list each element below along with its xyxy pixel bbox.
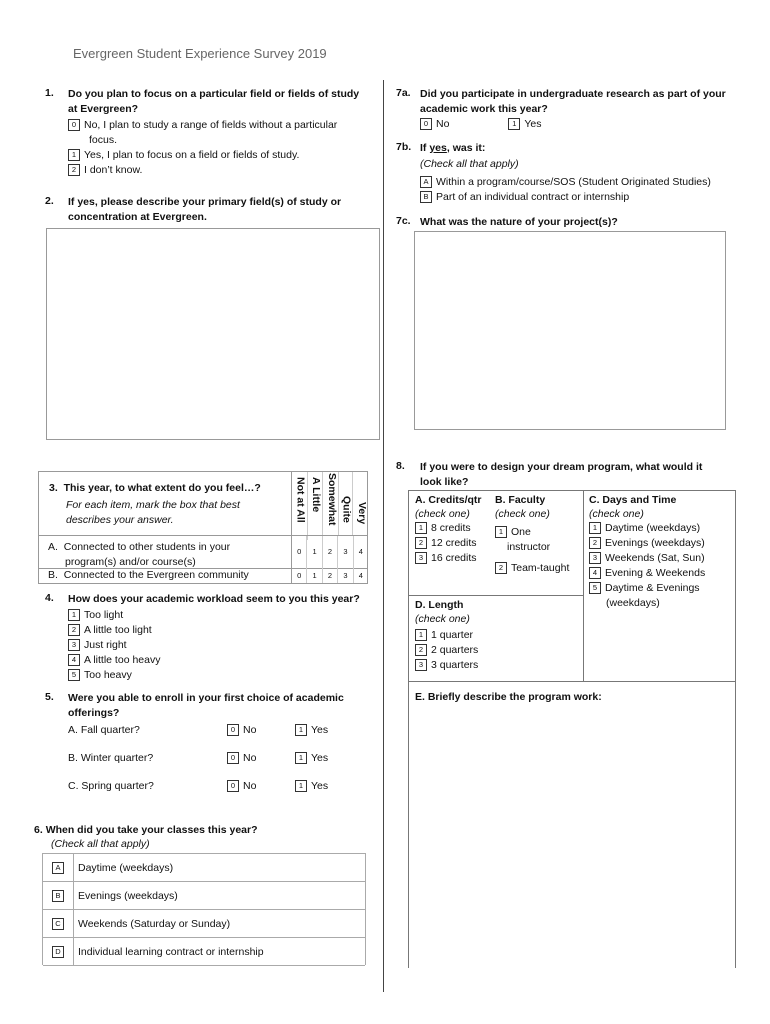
choice-box[interactable]: 1 xyxy=(307,568,322,583)
q8-design-grid xyxy=(408,490,736,970)
q6-question xyxy=(34,823,258,838)
yes-label: Yes xyxy=(524,118,542,130)
checkbox[interactable]: 1 xyxy=(415,629,427,641)
choice-box[interactable]: 3 xyxy=(338,536,353,568)
q5-question xyxy=(68,691,344,721)
q3-row-b xyxy=(39,568,367,583)
option-label: Evenings (weekdays) xyxy=(605,537,705,549)
q5-row-label: C. Spring quarter? xyxy=(68,780,154,792)
q7b-question xyxy=(420,141,485,156)
q7b-option[interactable] xyxy=(420,175,711,190)
q5-row-label: B. Winter quarter? xyxy=(68,752,154,764)
option[interactable] xyxy=(589,536,705,551)
option-label: Team-taught xyxy=(511,562,570,574)
yes-label: Yes xyxy=(311,752,329,764)
checkbox[interactable]: C xyxy=(52,918,64,930)
option-label: Too light xyxy=(84,609,124,621)
option-label: Yes, I plan to focus on a field or fields of study. xyxy=(84,149,300,161)
row-label xyxy=(48,568,249,583)
instr-line: For each item, mark the box that best xyxy=(66,499,240,511)
option-label: 12 credits xyxy=(431,537,477,549)
checkbox[interactable]: 1 xyxy=(415,522,427,534)
checkbox[interactable]: 5 xyxy=(68,669,80,681)
checkbox[interactable]: 2 xyxy=(68,164,80,176)
option[interactable] xyxy=(589,566,705,581)
q6-option[interactable] xyxy=(43,882,365,910)
q5-row-winter xyxy=(68,752,368,764)
q3-row-a-choices xyxy=(291,536,368,568)
q4-question: How does your academic workload seem to you this year? xyxy=(68,593,360,605)
choice-box[interactable]: 1 xyxy=(307,536,322,568)
q3-column-headers xyxy=(291,472,368,536)
option[interactable] xyxy=(495,561,569,576)
checkbox[interactable]: B xyxy=(52,890,64,902)
q7c-question: What was the nature of your project(s)? xyxy=(420,216,618,228)
q5-text-line2: offerings? xyxy=(68,707,120,719)
option-label: A little too heavy xyxy=(84,654,161,666)
row-letter: A. xyxy=(48,541,58,553)
q4-option[interactable] xyxy=(68,608,160,623)
option-label-cont: instructor xyxy=(507,541,551,553)
checkbox[interactable]: 2 xyxy=(495,562,507,574)
option-label: Too heavy xyxy=(84,669,132,681)
q5-row-label: A. Fall quarter? xyxy=(68,724,140,736)
q1-options xyxy=(68,118,378,178)
no-label: No xyxy=(243,724,257,736)
text-part: , was it: xyxy=(446,142,486,154)
option-label: Evening & Weekends xyxy=(605,567,706,579)
choice-box[interactable]: 3 xyxy=(338,568,353,583)
q6-option[interactable] xyxy=(43,910,365,938)
checkbox[interactable]: D xyxy=(52,946,64,958)
q3-row-b-choices xyxy=(291,568,368,583)
q7a-text-line1: Did you participate in undergraduate research as part of your xyxy=(420,88,726,100)
no-option[interactable] xyxy=(227,752,256,764)
q7a-yes-option[interactable] xyxy=(508,118,541,130)
option-label: Evenings (weekdays) xyxy=(78,889,178,902)
option[interactable] xyxy=(415,643,478,658)
option-label: No, I plan to study a range of fields without a particular xyxy=(84,119,338,131)
yes-option[interactable] xyxy=(295,752,328,764)
col-header: Very xyxy=(356,502,368,525)
choice-box[interactable]: 2 xyxy=(323,536,338,568)
option-label: Daytime (weekdays) xyxy=(605,522,701,534)
checkbox[interactable]: 2 xyxy=(589,537,601,549)
q1-question xyxy=(68,87,378,117)
q4-number: 4. xyxy=(45,592,54,604)
q2-text-line2: concentration at Evergreen. xyxy=(68,211,207,223)
checkbox[interactable]: 0 xyxy=(227,752,239,764)
choice-box[interactable]: 4 xyxy=(358,571,363,580)
col-header: A Little xyxy=(308,472,324,540)
checkbox[interactable]: 5 xyxy=(589,582,601,594)
checkbox[interactable]: 3 xyxy=(415,659,427,671)
option-label: Just right xyxy=(84,639,127,651)
checkbox[interactable]: 1 xyxy=(68,609,80,621)
section-instr: (check one) xyxy=(415,508,470,520)
option-label: Daytime (weekdays) xyxy=(78,861,174,874)
q4-option[interactable] xyxy=(68,623,160,638)
no-label: No xyxy=(436,118,450,130)
q8-text-line2: look like? xyxy=(420,476,469,488)
row-text: Connected to the Evergreen community xyxy=(63,569,249,581)
q3-number: 3. xyxy=(49,482,58,494)
no-label: No xyxy=(243,752,257,764)
checkbox[interactable]: 3 xyxy=(68,639,80,651)
q3-text: This year, to what extent do you feel…? xyxy=(63,482,261,494)
q1-text-line2: at Evergreen? xyxy=(68,103,139,115)
checkbox[interactable]: 0 xyxy=(68,119,80,131)
q6-option[interactable] xyxy=(43,938,365,966)
q8-section-a xyxy=(415,494,482,566)
checkbox[interactable]: 1 xyxy=(295,724,307,736)
q7c-answer-box[interactable] xyxy=(414,231,726,430)
q7a-text-line2: academic work this year? xyxy=(420,103,548,115)
checkbox[interactable]: A xyxy=(420,176,432,188)
q7a-question xyxy=(420,87,750,117)
yes-label: Yes xyxy=(311,724,329,736)
grid-line xyxy=(408,490,735,491)
q7b-number: 7b. xyxy=(396,141,412,153)
grid-line xyxy=(408,490,409,968)
checkbox[interactable]: 2 xyxy=(415,644,427,656)
text-part: If xyxy=(420,142,430,154)
q4-option[interactable] xyxy=(68,638,160,653)
q7a-no-option[interactable] xyxy=(420,118,449,130)
option-label: 3 quarters xyxy=(431,659,479,671)
row-text: program(s) and/or course(s) xyxy=(65,556,196,568)
option-label-cont: focus. xyxy=(89,134,118,146)
q5-row-fall xyxy=(68,724,368,736)
q5-text-line1: Were you able to enroll in your first choice of academic xyxy=(68,692,344,704)
option[interactable] xyxy=(589,521,705,536)
choice-box[interactable]: 0 xyxy=(292,568,307,583)
q1-option-2[interactable] xyxy=(68,163,378,178)
q4-option[interactable] xyxy=(68,668,160,683)
instr-line: describes your answer. xyxy=(66,514,174,526)
row-label xyxy=(48,540,230,570)
checkbox[interactable]: 2 xyxy=(68,624,80,636)
q4-option[interactable] xyxy=(68,653,160,668)
column-divider xyxy=(383,80,384,992)
q8-section-d xyxy=(415,599,478,673)
checkbox[interactable]: 1 xyxy=(295,752,307,764)
grid-line xyxy=(583,490,584,681)
option[interactable] xyxy=(415,628,478,643)
col-header: Not at All xyxy=(292,472,308,540)
q6-number: 6. xyxy=(34,824,43,836)
q8-section-c xyxy=(589,494,705,611)
option-label: Daytime & Evenings xyxy=(605,582,700,594)
q1-option-0[interactable] xyxy=(68,118,378,133)
q1-option-1[interactable] xyxy=(68,148,378,163)
q6-text: When did you take your classes this year? xyxy=(45,824,258,836)
option-label-cont: (weekdays) xyxy=(606,597,660,609)
q6-col-divider xyxy=(73,854,74,965)
grid-line xyxy=(408,681,736,682)
option-label: Part of an individual contract or internship xyxy=(436,191,630,203)
q8-section-b xyxy=(495,494,569,576)
checkbox[interactable]: B xyxy=(420,191,432,203)
option-label: Within a program/course/SOS (Student Originated Studies) xyxy=(436,176,711,188)
col-header: Somewhat xyxy=(323,472,339,536)
option-label: Weekends (Saturday or Sunday) xyxy=(78,917,231,930)
q6-option[interactable] xyxy=(43,854,365,882)
checkbox[interactable]: 0 xyxy=(420,118,432,130)
checkbox[interactable]: 3 xyxy=(415,552,427,564)
q2-text-line1: If yes, please describe your primary field(s) of study or xyxy=(68,196,342,208)
section-title: D. Length xyxy=(415,599,464,611)
choice-box[interactable]: 4 xyxy=(358,547,363,556)
option-label: One xyxy=(511,526,531,538)
option-label: Weekends (Sat, Sun) xyxy=(605,552,705,564)
col-header: Quite xyxy=(339,472,354,535)
row-text: Connected to other students in your xyxy=(63,541,231,553)
q6-instructions: (Check all that apply) xyxy=(51,838,150,850)
checkbox[interactable]: 0 xyxy=(227,724,239,736)
q3-question xyxy=(49,481,261,496)
q3-instructions xyxy=(66,498,240,528)
q6-options-table xyxy=(42,853,366,965)
section-instr: (check one) xyxy=(415,613,470,625)
option[interactable] xyxy=(415,536,482,551)
checkbox[interactable]: 1 xyxy=(295,780,307,792)
option[interactable] xyxy=(589,551,705,566)
section-title: A. Credits/qtr xyxy=(415,494,482,506)
checkbox[interactable]: 4 xyxy=(68,654,80,666)
q8-question xyxy=(420,460,702,490)
option[interactable] xyxy=(415,658,478,673)
q7b-options xyxy=(420,175,711,205)
q7a-number: 7a. xyxy=(396,87,411,99)
checkbox[interactable]: 1 xyxy=(68,149,80,161)
option-label: 16 credits xyxy=(431,552,477,564)
checkbox[interactable]: 1 xyxy=(508,118,520,130)
yes-option[interactable] xyxy=(295,780,328,792)
checkbox[interactable]: 3 xyxy=(589,552,601,564)
option[interactable] xyxy=(415,521,482,536)
q8-number: 8. xyxy=(396,460,405,472)
section-title: B. Faculty xyxy=(495,494,546,506)
no-option[interactable] xyxy=(227,724,256,736)
option[interactable] xyxy=(415,551,482,566)
q3-table xyxy=(38,471,368,584)
option[interactable] xyxy=(589,581,705,596)
no-option[interactable] xyxy=(227,780,256,792)
checkbox[interactable]: A xyxy=(52,862,64,874)
section-title: C. Days and Time xyxy=(589,494,677,506)
checkbox[interactable]: 1 xyxy=(495,526,507,538)
q8-section-e-title: E. Briefly describe the program work: xyxy=(415,691,602,703)
option[interactable] xyxy=(495,525,569,540)
q5-number: 5. xyxy=(45,691,54,703)
no-label: No xyxy=(243,780,257,792)
q7b-option[interactable] xyxy=(420,190,711,205)
yes-label: Yes xyxy=(311,780,329,792)
option-label: Individual learning contract or internship xyxy=(78,945,264,958)
q1-number: 1. xyxy=(45,87,54,99)
option-label: I don’t know. xyxy=(84,164,143,176)
checkbox[interactable]: 2 xyxy=(415,537,427,549)
section-instr: (check one) xyxy=(589,508,644,520)
grid-line xyxy=(408,595,583,596)
q2-number: 2. xyxy=(45,195,54,207)
q4-options xyxy=(68,608,160,683)
checkbox[interactable]: 0 xyxy=(227,780,239,792)
section-instr: (check one) xyxy=(495,508,550,520)
row-letter: B. xyxy=(48,569,58,581)
yes-option[interactable] xyxy=(295,724,328,736)
option-label: 1 quarter xyxy=(431,629,474,641)
checkbox[interactable]: 4 xyxy=(589,567,601,579)
option-label: A little too light xyxy=(84,624,152,636)
q8-text-line1: If you were to design your dream program, what would it xyxy=(420,461,703,473)
q8-section-e-answer[interactable] xyxy=(410,708,732,966)
q7a-options xyxy=(420,118,542,130)
q2-answer-box[interactable] xyxy=(46,228,380,440)
text-part: yes xyxy=(429,142,447,154)
survey-title: Evergreen Student Experience Survey 2019 xyxy=(73,46,327,61)
grid-line xyxy=(735,490,736,968)
choice-box[interactable]: 2 xyxy=(323,568,338,583)
q3-row-a xyxy=(39,535,367,569)
choice-box[interactable]: 0 xyxy=(292,536,307,568)
option-label: 8 credits xyxy=(431,522,471,534)
q2-question xyxy=(68,195,378,225)
q7c-number: 7c. xyxy=(396,215,411,227)
q5-row-spring xyxy=(68,780,368,792)
q7b-instructions: (Check all that apply) xyxy=(420,158,519,170)
option-label: 2 quarters xyxy=(431,644,479,656)
checkbox[interactable]: 1 xyxy=(589,522,601,534)
q1-text-line1: Do you plan to focus on a particular field or fields of study xyxy=(68,88,360,100)
